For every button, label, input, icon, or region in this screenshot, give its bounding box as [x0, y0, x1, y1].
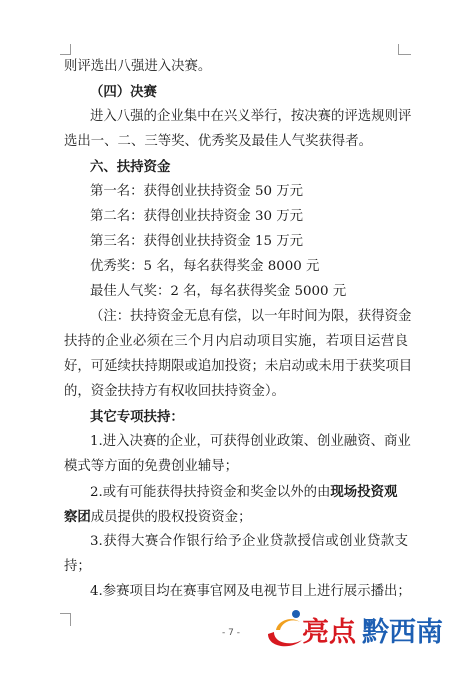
text-line: 持； [64, 559, 91, 574]
crop-mark-top-right [398, 44, 411, 55]
prize-excellence: 优秀奖：5 名，每名获得奖金 8000 元 [90, 259, 320, 274]
prize-second: 第二名：获得创业扶持资金 30 万元 [90, 209, 304, 224]
page-number: - 7 - [222, 628, 240, 638]
bold-span: 察团 [64, 509, 91, 525]
text-line: 4.参赛项目均在赛事官网及电视节目上进行展示播出； [90, 584, 411, 599]
text-line: 模式等方面的免费创业辅导； [64, 459, 239, 474]
section-heading-funding: 六、扶持资金 [90, 159, 171, 175]
brand-name-blue: 黔西南 [362, 617, 443, 648]
text-span: 2.或有可能获得扶持资金和奖金以外的由 [90, 485, 331, 500]
prize-popularity: 最佳人气奖：2 名，每名获得奖金 5000 元 [90, 284, 347, 299]
section-heading-final: （四）决赛 [90, 84, 157, 100]
text-span: 成员提供的股权投资资金； [90, 510, 252, 525]
text-line: 则评选出八强进入决赛。 [64, 59, 212, 74]
crop-mark-top-left [60, 44, 71, 55]
text-line: 1.进入决赛的企业，可获得创业政策、创业融资、商业 [90, 434, 411, 449]
note-line: 的，资金扶持方有权收回扶持资金）。 [64, 384, 285, 399]
section-heading-special: 其它专项扶持： [90, 409, 184, 425]
text-line [64, 508, 408, 527]
brand-name-red: 亮点 [302, 617, 356, 648]
crop-mark-bottom-left [60, 613, 71, 626]
text-line: 3.获得大赛合作银行给予企业贷款授信或创业贷款支 [90, 534, 408, 549]
note-line: 扶持的企业必须在三个月内启动项目实施，若项目运营良 [64, 334, 408, 349]
text-line: 进入八强的企业集中在兴义举行，按决赛的评选规则评 [90, 109, 412, 124]
prize-first: 第一名：获得创业扶持资金 50 万元 [90, 184, 304, 199]
prize-third: 第三名：获得创业扶持资金 15 万元 [90, 234, 304, 249]
note-line: 好，可延续扶持期限或追加投资；未启动或未用于获奖项目 [64, 359, 413, 374]
bold-span: 现场投资观 [330, 484, 398, 500]
text-line [90, 483, 408, 502]
watermark [262, 600, 462, 656]
text-line: 选出一、二、三等奖、优秀奖及最佳人气奖获得者。 [64, 134, 372, 149]
note-line: （注：扶持资金无息有偿，以一年时间为限，获得资金 [90, 309, 412, 324]
